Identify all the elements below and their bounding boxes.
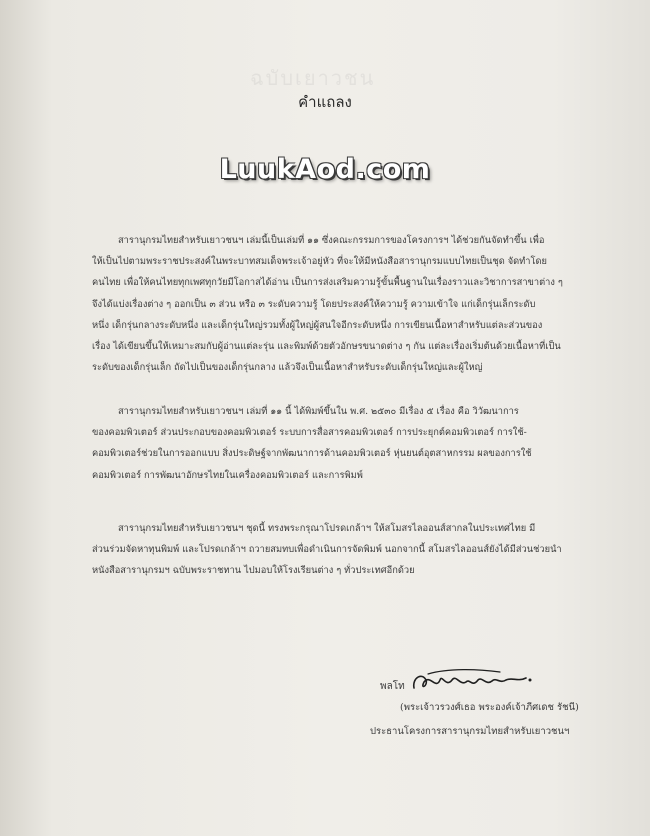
paragraph-line: คอมพิวเตอร์ การพัฒนาอักษรไทยในเครื่องคอมพิวเตอร์ และการพิมพ์ <box>92 469 363 481</box>
paragraph-line: หนังสือสารานุกรมฯ ฉบับพระราชทาน ไปมอบให้โรงเรียนต่าง ๆ ทั่วประเทศอีกด้วย <box>92 565 415 577</box>
bleed-through-text: ฉบับเยาวชน <box>250 66 376 90</box>
paragraph-line: เรื่อง ได้เขียนขึ้นให้เหมาะสมกับผู้อ่านแต่ละรุ่น และพิมพ์ด้วยตัวอักษรขนาดต่าง ๆ กัน แต่ละเรื่องเริ่มต้นด้วยเนื้อหาที่เป็น <box>92 341 561 353</box>
paragraph-line: สารานุกรมไทยสำหรับเยาวชนฯ ชุดนี้ ทรงพระกรุณาโปรดเกล้าฯ ให้สโมสรไลออนส์สากลในประเทศไทย มี <box>118 523 536 534</box>
signatory-role: ประธานโครงการสารานุกรมไทยสำหรับเยาวชนฯ <box>370 726 570 737</box>
paragraph-line: ของคอมพิวเตอร์ ส่วนประกอบของคอมพิวเตอร์ ระบบการสื่อสารคอมพิวเตอร์ การประยุกต์คอมพิวเตอร์ การใช้- <box>92 427 527 439</box>
paragraph-line: คนไทย เพื่อให้คนไทยทุกเพศทุกวัยมีโอกาสได้อ่าน เป็นการส่งเสริมความรู้ขั้นพื้นฐานในเรื่องราวและวิชาการสาขาต่าง ๆ <box>92 277 563 289</box>
paragraph-3 <box>92 518 600 582</box>
paragraph-1 <box>92 230 600 378</box>
paragraph-line: ระดับของเด็กรุ่นเล็ก ถัดไปเป็นของเด็กรุ่นกลาง แล้วจึงเป็นเนื้อหาสำหรับระดับเด็กรุ่นใหญ่และผู้ใหญ่ <box>92 362 483 374</box>
page-title: คำแถลง <box>298 93 352 111</box>
signature-rank: พลโท <box>380 681 405 692</box>
watermark: LuukAod.com <box>219 154 431 185</box>
paragraph-line: ให้เป็นไปตามพระราชประสงค์ในพระบาทสมเด็จพระเจ้าอยู่หัว ที่จะให้มีหนังสือสารานุกรมแบบไทยเป็นชุด จัดทำโดย <box>92 256 548 268</box>
paragraph-line: คอมพิวเตอร์ช่วยในการออกแบบ สิ่งประดิษฐ์จากพัฒนาการด้านคอมพิวเตอร์ หุ่นยนต์อุตสาหกรรม ผลของการใช้ <box>92 448 532 460</box>
paragraph-2 <box>92 401 600 486</box>
paragraph-line: จึงได้แบ่งเรื่องต่าง ๆ ออกเป็น ๓ ส่วน หรือ ๓ ระดับความรู้ โดยประสงค์ให้ความรู้ ความเข้าใจ แก่เด็กรุ่นเล็กระดับ <box>92 298 536 310</box>
paragraph-line: หนึ่ง เด็กรุ่นกลางระดับหนึ่ง และเด็กรุ่นใหญ่รวมทั้งผู้ใหญ่ผู้สนใจอีกระดับหนึ่ง การเขียนเนื้อหาสำหรับแต่ละส่วนของ <box>92 319 543 331</box>
paragraph-line: ส่วนร่วมจัดหาทุนพิมพ์ และโปรดเกล้าฯ ถวายสมทบเพื่อดำเนินการจัดพิมพ์ นอกจากนี้ สโมสรไลออนส์ยังได้มีส่วนช่วยนำ <box>92 544 562 556</box>
signatory-name: (พระเจ้าวรวงศ์เธอ พระองค์เจ้าภีศเดช รัชนี) <box>400 702 579 713</box>
paragraph-line: สารานุกรมไทยสำหรับเยาวชนฯ เล่มนี้เป็นเล่มที่ ๑๑ ซึ่งคณะกรรมการของโครงการฯ ได้ช่วยกันจัดทำขึ้น เพื่อ <box>118 235 545 246</box>
handwritten-signature <box>408 666 538 698</box>
paragraph-line: สารานุกรมไทยสำหรับเยาวชนฯ เล่มที่ ๑๑ นี้ ได้พิมพ์ขึ้นใน พ.ศ. ๒๕๓๐ มีเรื่อง ๕ เรื่อง คือ วิวัฒนาการ <box>118 406 519 417</box>
